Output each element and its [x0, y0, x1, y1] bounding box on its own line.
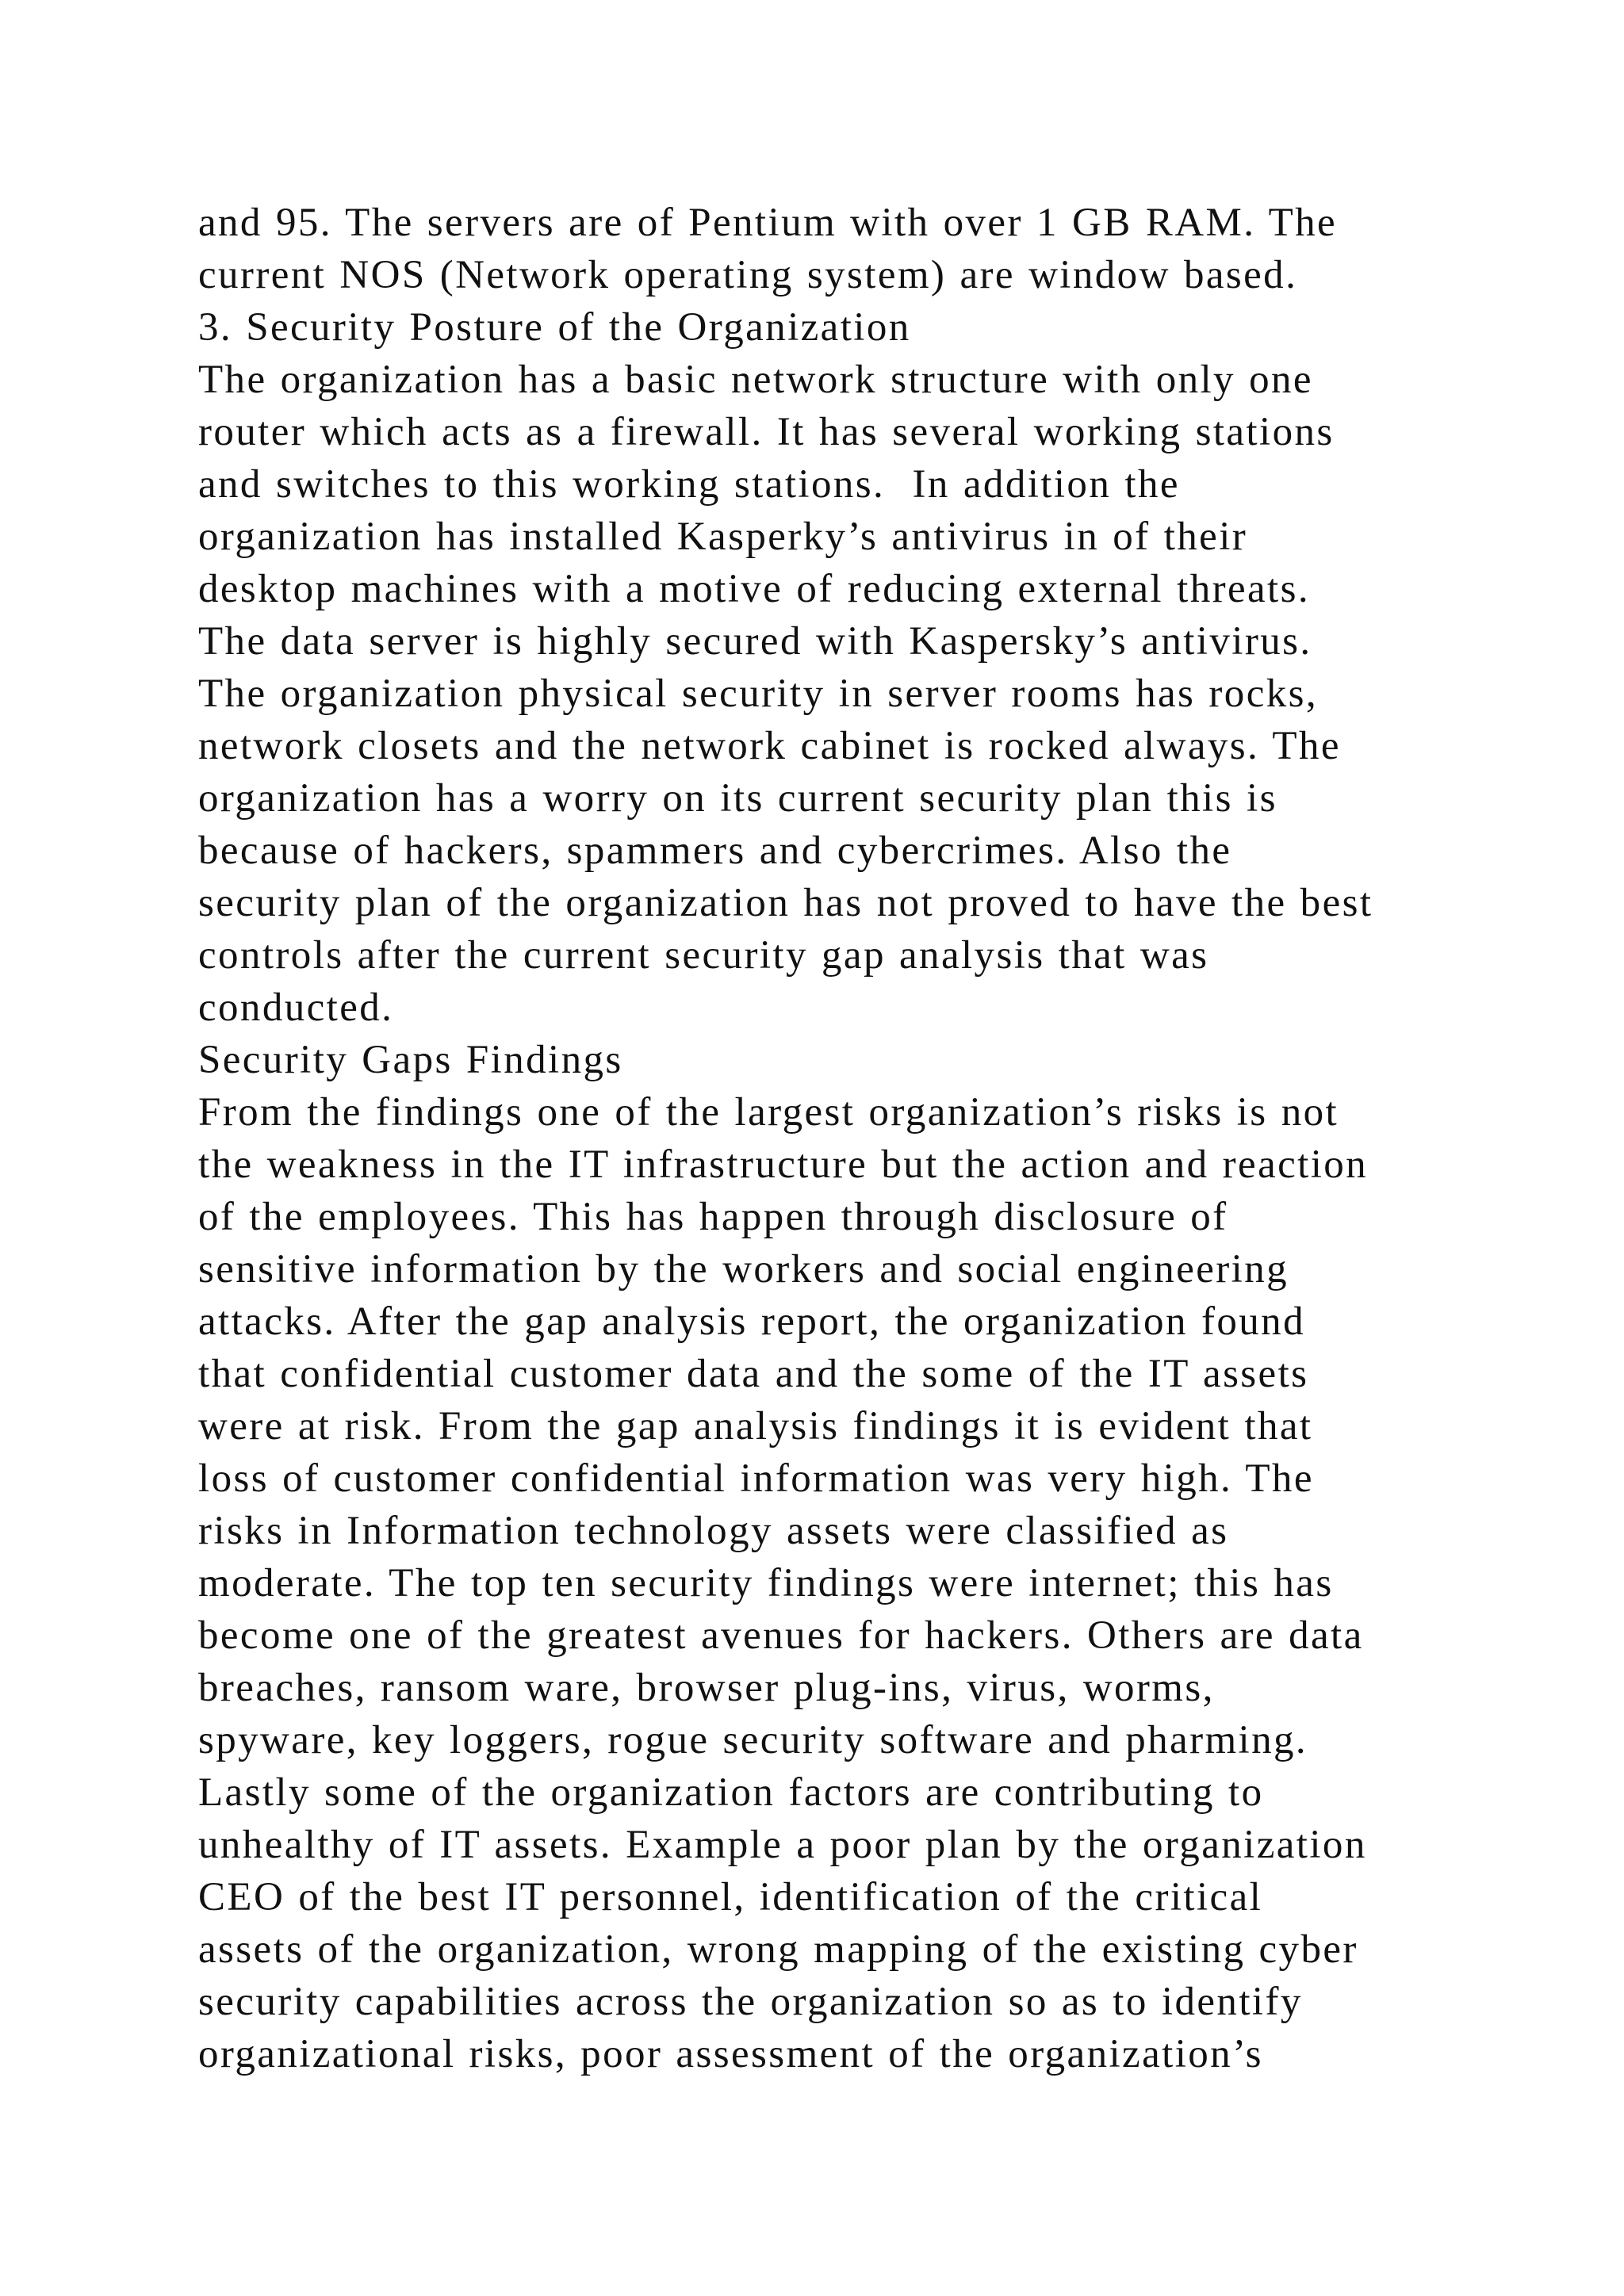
text-line: controls after the current security gap analysis that was — [198, 933, 1209, 978]
text-line: and 95. The servers are of Pentium with over 1 GB RAM. The — [198, 201, 1338, 245]
text-line: the weakness in the IT infrastructure but the action and reaction — [198, 1142, 1369, 1187]
text-line: The data server is highly secured with Kaspersky’s antivirus. — [198, 619, 1312, 664]
text-line: and switches to this working stations. In addition the — [198, 462, 1180, 507]
text-line: were at risk. From the gap analysis findings it is evident that — [198, 1404, 1313, 1448]
text-line: risks in Information technology assets were classified as — [198, 1509, 1229, 1553]
text-line: organization has installed Kasperky’s antivirus in of their — [198, 515, 1248, 559]
text-line: breaches, ransom ware, browser plug-ins, virus, worms, — [198, 1666, 1215, 1710]
text-line: spyware, key loggers, rogue security software and pharming. — [198, 1718, 1308, 1762]
text-line: CEO of the best IT personnel, identification of the critical — [198, 1875, 1263, 1919]
text-line: conducted. — [198, 985, 394, 1030]
text-line: sensitive information by the workers and social engineering — [198, 1247, 1289, 1292]
text-line: organizational risks, poor assessment of the organization’s — [198, 2032, 1263, 2076]
text-line: current NOS (Network operating system) are window based. — [198, 253, 1298, 297]
text-line: The organization has a basic network structure with only one — [198, 358, 1313, 402]
text-line: security plan of the organization has not proved to have the best — [198, 881, 1373, 925]
text-line: desktop machines with a motive of reducing external threats. — [198, 567, 1311, 611]
text-line: security capabilities across the organization so as to identify — [198, 1980, 1303, 2024]
text-line: router which acts as a firewall. It has several working stations — [198, 410, 1335, 454]
text-line: because of hackers, spammers and cybercrimes. Also the — [198, 828, 1232, 873]
text-line: assets of the organization, wrong mapping of the existing cyber — [198, 1927, 1358, 1972]
text-line: moderate. The top ten security findings were internet; this has — [198, 1561, 1334, 1605]
text-line: loss of customer confidential information was very high. The — [198, 1456, 1314, 1501]
text-line: that confidential customer data and the some of the IT assets — [198, 1352, 1309, 1396]
text-line: The organization physical security in server rooms has rocks, — [198, 672, 1319, 716]
text-line: From the findings one of the largest organization’s risks is not — [198, 1090, 1339, 1135]
text-line: Lastly some of the organization factors are contributing to — [198, 1770, 1264, 1815]
text-line: become one of the greatest avenues for hackers. Others are data — [198, 1613, 1364, 1658]
section-heading: Security Gaps Findings — [198, 1038, 623, 1082]
text-line: of the employees. This has happen through disclosure of — [198, 1195, 1228, 1239]
text-line: network closets and the network cabinet is rocked always. The — [198, 724, 1341, 768]
section-heading: 3. Security Posture of the Organization — [198, 305, 911, 350]
text-line: unhealthy of IT assets. Example a poor plan by the organization — [198, 1823, 1367, 1867]
document-body-text — [198, 197, 1610, 2080]
text-line: organization has a worry on its current security plan this is — [198, 776, 1277, 821]
text-line: attacks. After the gap analysis report, the organization found — [198, 1299, 1305, 1344]
